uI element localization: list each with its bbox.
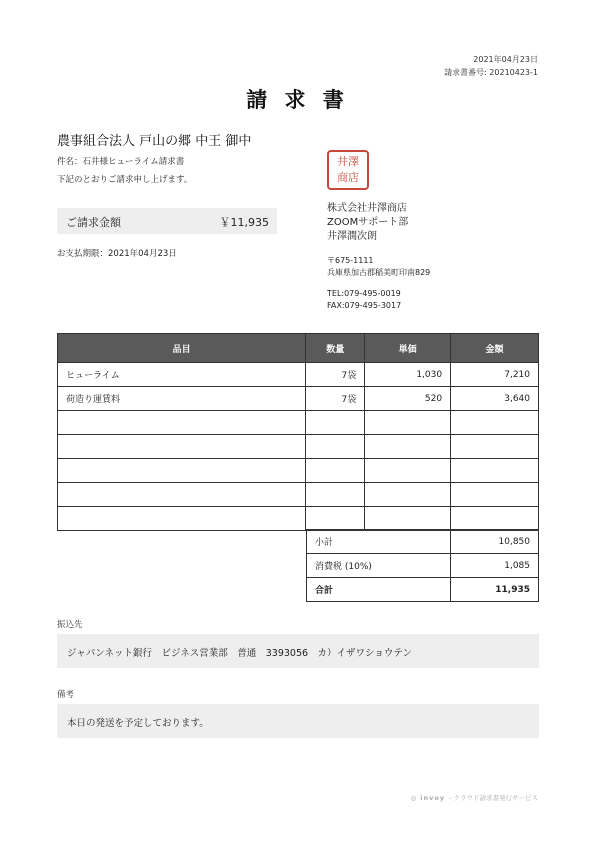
invoice-subject: 件名：石井様ヒューライム請求書 bbox=[57, 157, 185, 167]
item-unit-price: 1,030 bbox=[365, 363, 451, 387]
seal-line-1: 井澤 bbox=[337, 155, 359, 168]
invoice-date: 2021年04月23日 bbox=[473, 55, 538, 64]
subtotal-label: 小計 bbox=[307, 530, 451, 554]
notes-text: 本日の発送を予定しております。 bbox=[67, 718, 209, 729]
seal-line-2: 商店 bbox=[337, 171, 359, 184]
table-row bbox=[58, 459, 539, 483]
table-row bbox=[58, 483, 539, 507]
item-name bbox=[58, 411, 306, 435]
total-row bbox=[307, 578, 539, 602]
item-amount bbox=[451, 435, 539, 459]
issuer-contact-block bbox=[327, 288, 401, 312]
item-name: ヒューライム bbox=[58, 363, 306, 387]
item-amount: 7,210 bbox=[451, 363, 539, 387]
item-amount bbox=[451, 459, 539, 483]
item-unit-price bbox=[365, 411, 451, 435]
bank-info: ジャパンネット銀行 ビジネス営業部 普通 3393056 カ）イザワショウテン bbox=[67, 648, 412, 659]
column-header-unit-price: 単価 bbox=[365, 334, 451, 363]
item-amount bbox=[451, 411, 539, 435]
item-name bbox=[58, 459, 306, 483]
table-row bbox=[58, 387, 539, 411]
document-title: 請 求 書 bbox=[246, 88, 349, 112]
issuer-department: ZOOMサポート部 bbox=[327, 217, 409, 228]
issuer-address: 兵庫県加古郡稲美町印南829 bbox=[327, 268, 431, 277]
issuer-block bbox=[327, 202, 408, 244]
item-quantity bbox=[306, 435, 365, 459]
table-row bbox=[58, 507, 539, 531]
invoice-message: 下記のとおりご請求申し上げます。 bbox=[57, 175, 193, 185]
table-row bbox=[58, 363, 539, 387]
totals-table bbox=[306, 529, 539, 602]
column-header-item: 品目 bbox=[58, 334, 306, 363]
table-row bbox=[58, 411, 539, 435]
issuer-fax: FAX:079-495-3017 bbox=[327, 301, 402, 310]
item-quantity bbox=[306, 507, 365, 531]
issuer-tel: TEL:079-495-0019 bbox=[327, 289, 401, 298]
table-row bbox=[58, 435, 539, 459]
column-header-amount: 金額 bbox=[451, 334, 539, 363]
tax-row bbox=[307, 554, 539, 578]
footer-logo: invoy bbox=[420, 794, 446, 802]
item-amount: 3,640 bbox=[451, 387, 539, 411]
bank-section-label: 振込先 bbox=[57, 620, 83, 630]
item-name bbox=[58, 435, 306, 459]
invoice-number: 請求書番号: 20210423-1 bbox=[444, 68, 538, 77]
tax-label: 消費税 (10%) bbox=[307, 554, 451, 578]
footer-tagline: - クラウド請求書発行サービス bbox=[449, 794, 538, 802]
footer-branding bbox=[411, 793, 538, 802]
item-quantity bbox=[306, 411, 365, 435]
column-header-quantity: 数量 bbox=[306, 334, 365, 363]
invoice-meta bbox=[444, 53, 538, 79]
issuer-postal: 〒675-1111 bbox=[327, 256, 374, 265]
item-unit-price bbox=[365, 483, 451, 507]
item-name: 荷造り運賃料 bbox=[58, 387, 306, 411]
item-unit-price bbox=[365, 507, 451, 531]
billing-amount-box bbox=[57, 208, 277, 234]
item-unit-price bbox=[365, 435, 451, 459]
company-seal-stamp bbox=[327, 150, 369, 190]
payment-due-date: お支払期限：2021年04月23日 bbox=[57, 249, 177, 259]
subtotal-value: 10,850 bbox=[451, 530, 539, 554]
total-value: 11,935 bbox=[451, 578, 539, 602]
line-items-table bbox=[57, 333, 539, 531]
item-unit-price bbox=[365, 459, 451, 483]
bank-info-box bbox=[57, 634, 539, 668]
issuer-company: 株式会社井澤商店 bbox=[327, 203, 407, 214]
notes-box bbox=[57, 704, 539, 738]
item-quantity: 7袋 bbox=[306, 387, 365, 411]
issuer-person: 井澤潤次朗 bbox=[327, 231, 377, 242]
subtotal-row bbox=[307, 530, 539, 554]
item-quantity bbox=[306, 483, 365, 507]
item-quantity: 7袋 bbox=[306, 363, 365, 387]
total-label: 合計 bbox=[307, 578, 451, 602]
item-name bbox=[58, 507, 306, 531]
client-name: 農事組合法人 戸山の郷 中王 御中 bbox=[57, 134, 252, 149]
table-header-row bbox=[58, 334, 539, 363]
footer-logo-icon: ◎ bbox=[410, 794, 417, 802]
tax-value: 1,085 bbox=[451, 554, 539, 578]
item-quantity bbox=[306, 459, 365, 483]
billing-amount-value: ￥11,935 bbox=[219, 216, 269, 229]
item-name bbox=[58, 483, 306, 507]
item-amount bbox=[451, 507, 539, 531]
notes-section-label: 備考 bbox=[57, 690, 75, 700]
billing-amount-label: ご請求金額 bbox=[66, 216, 121, 229]
issuer-address-block bbox=[327, 255, 430, 279]
item-unit-price: 520 bbox=[365, 387, 451, 411]
item-amount bbox=[451, 483, 539, 507]
